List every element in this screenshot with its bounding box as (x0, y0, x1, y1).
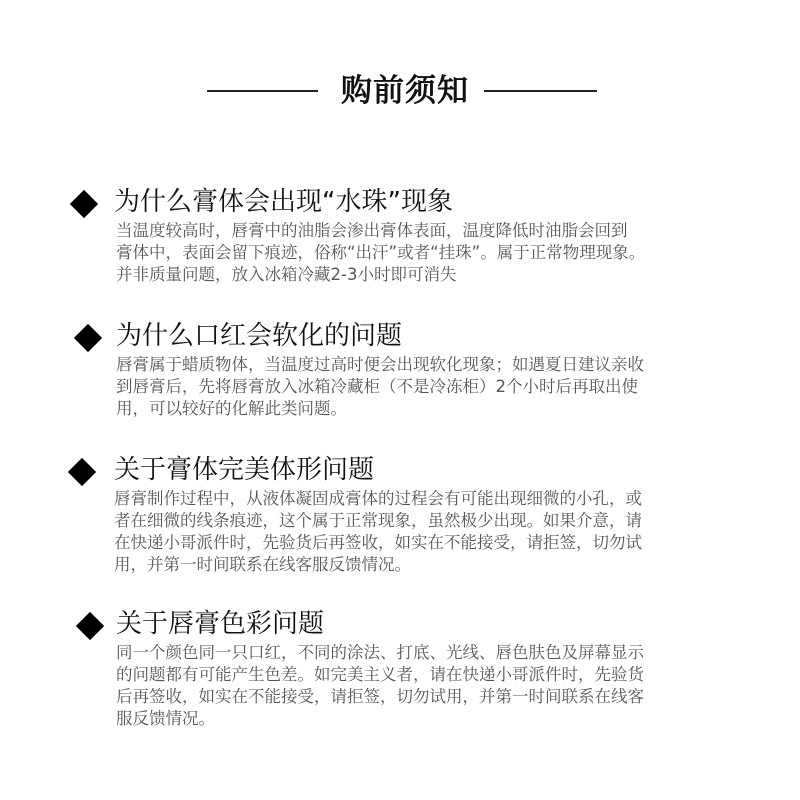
body-line: 用，可以较好的化解此类问题。 (116, 399, 347, 418)
section-body (116, 354, 644, 420)
section-heading: 为什么膏体会出现“水珠”现象 (114, 187, 453, 217)
body-line: 在快递小哥派件时，先验货后再签收，如实在不能接受，请拒签，切勿试 (114, 533, 642, 552)
page-header (0, 66, 800, 116)
diamond-bullet-icon (68, 458, 96, 486)
section-body (116, 220, 645, 286)
body-line: 并非质量问题，放入冰箱冷藏2-3小时即可消失 (116, 265, 457, 284)
diamond-bullet-icon (76, 612, 104, 640)
body-line: 膏体中，表面会留下痕迹，俗称“出汗”或者“挂珠”。属于正常物理现象。 (116, 243, 646, 262)
body-line: 的问题都有可能产生色差。如完美主义者，请在快递小哥派件时，先验货 (116, 665, 644, 684)
section-heading: 关于唇膏色彩问题 (116, 609, 325, 639)
section-body (114, 488, 642, 576)
body-line: 唇膏属于蜡质物体，当温度过高时便会出现软化现象；如遇夏日建议亲收 (116, 355, 644, 374)
body-line: 后再签收，如实在不能接受，请拒签，切勿试用，并第一时间联系在线客 (116, 687, 644, 706)
header-right-rule (484, 90, 597, 92)
body-line: 唇膏制作过程中，从液体凝固成膏体的过程会有可能出现细微的小孔，或 (114, 489, 642, 508)
body-line: 到唇膏后，先将唇膏放入冰箱冷藏柜（不是冷冻柜）2个小时后再取出使 (116, 377, 638, 396)
section-heading: 为什么口红会软化的问题 (116, 321, 403, 351)
body-line: 当温度较高时，唇膏中的油脂会渗出膏体表面，温度降低时油脂会回到 (116, 221, 628, 240)
page-title: 购前须知 (341, 73, 469, 109)
header-left-rule (207, 90, 318, 92)
diamond-bullet-icon (74, 324, 102, 352)
body-line: 同一个颜色同一只口红，不同的涂法、打底、光线、唇色肤色及屏幕显示 (116, 643, 644, 662)
body-line: 用，并第一时间联系在线客服反馈情况。 (114, 555, 411, 574)
body-line: 服反馈情况。 (116, 709, 215, 728)
section-heading: 关于膏体完美体形问题 (114, 455, 375, 485)
diamond-bullet-icon (70, 190, 98, 218)
section-body (116, 642, 644, 730)
body-line: 者在细微的线条痕迹，这个属于正常现象，虽然极少出现。如果介意，请 (114, 511, 642, 530)
